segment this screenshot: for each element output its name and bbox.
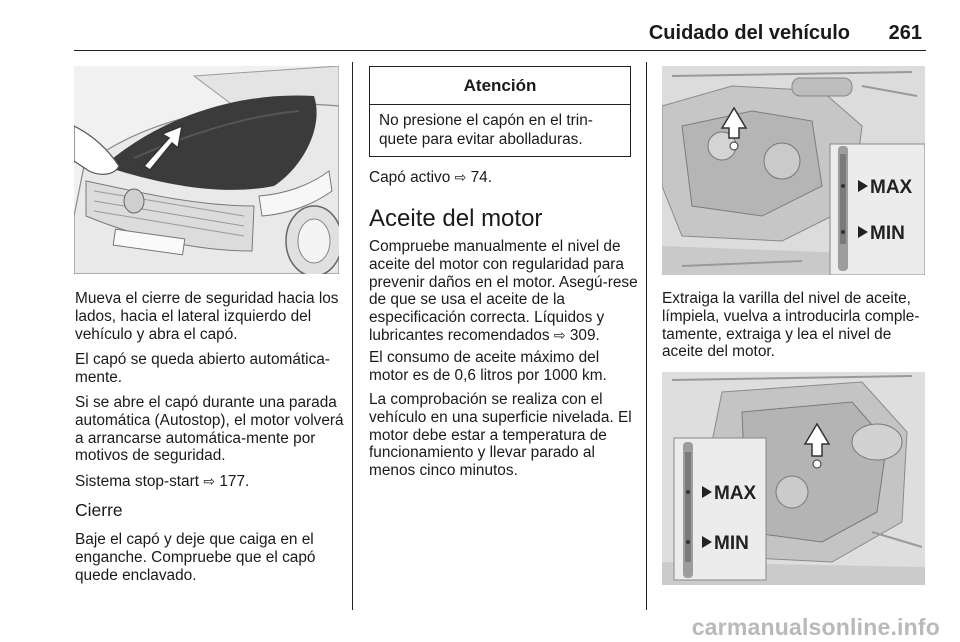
oil-paragraph-3: La comprobación se realiza con el vehículo en una superficie nivelada. El motor debe estar a temperatura de funcionamiento y llevar parado al menos cinco minutos. (369, 391, 632, 480)
oil-paragraph-1 (369, 238, 639, 345)
reference-arrow-icon: ⇨ (553, 326, 566, 343)
attention-box (369, 66, 631, 157)
page-number: 261 (888, 22, 922, 44)
stop-start-reference (75, 473, 347, 491)
fig2-max-label: MAX (714, 483, 757, 504)
column-divider-left (352, 62, 353, 610)
fig1-max-label: MAX (870, 177, 913, 198)
oil-paragraph-1-page: 309. (569, 326, 600, 344)
fig1-min-label: MIN (870, 223, 905, 244)
footer-watermark: carmanualsonline.info (691, 614, 940, 640)
active-hood-text: Capó activo (369, 169, 451, 186)
section-heading-cierre: Cierre (75, 500, 123, 520)
reference-arrow-icon: ⇨ (454, 169, 467, 185)
attention-text: No presione el capón en el trin-quete para evitar abolladuras. (379, 112, 593, 148)
oil-paragraph-2: El consumo de aceite máximo del motor es de 0,6 litros por 1000 km. (369, 349, 607, 384)
reference-arrow-icon: ⇨ (203, 473, 216, 489)
page-title: Cuidado del vehículo (648, 22, 850, 44)
stop-start-text: Sistema stop-start (75, 473, 200, 490)
oil-paragraph-1-text: Compruebe manualmente el nivel de aceite del motor con regularidad para prevenir daños en el motor. Asegú-rese de que se usa el aceite de la especificación correcta. Líquidos y lubricantes recomendados (369, 238, 638, 344)
column-divider-right (646, 62, 647, 610)
instruction-paragraph-1: Mueva el cierre de seguridad hacia los lados, hacia el lateral izquierdo del vehículo y abra el capó. (75, 290, 339, 343)
header-rule (74, 50, 926, 51)
instruction-paragraph-2: El capó se queda abierto automática-mente. (75, 351, 330, 386)
stop-start-page: 177. (219, 473, 250, 490)
engine-dipstick-illustration-1 (662, 66, 925, 275)
closing-paragraph: Baje el capó y deje que caiga en el enganche. Compruebe que el capó quede enclavado. (75, 531, 316, 584)
active-hood-reference (369, 169, 639, 187)
hood-opening-illustration (74, 66, 339, 274)
instruction-paragraph-3: Si se abre el capó durante una parada automática (Autostop), el motor volverá a arrancarse automática-mente por motivos de seguridad. (75, 394, 344, 465)
dipstick-caption: Extraiga la varilla del nivel de aceite, límpiela, vuelva a introducirla comple-tamente, extraiga y lea el nivel de aceite del motor. (662, 290, 920, 361)
attention-title: Atención (370, 67, 630, 105)
fig2-min-label: MIN (714, 533, 749, 554)
active-hood-page: 74. (470, 169, 492, 186)
engine-dipstick-illustration-2 (662, 372, 925, 585)
section-heading-aceite: Aceite del motor (369, 205, 543, 232)
